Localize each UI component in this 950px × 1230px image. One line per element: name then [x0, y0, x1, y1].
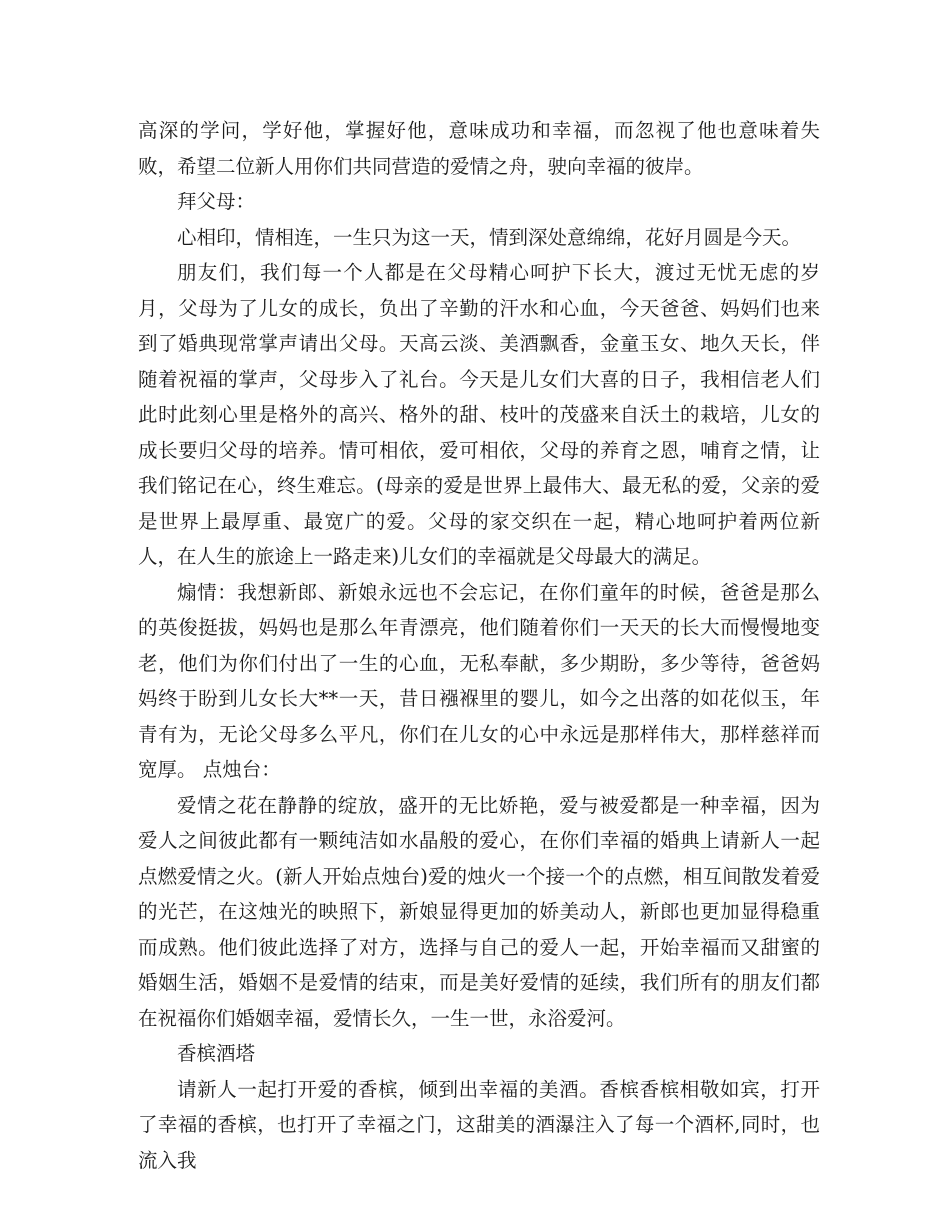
paragraph-parents: 朋友们，我们每一个人都是在父母精心呵护下长大，渡过无忧无虑的岁月，父母为了儿女的成长，负出了辛勤的汗水和心血，今天爸爸、妈妈们也来到了婚典现常掌声请出父母。天高云淡、美酒飘香，金童玉女、地久天长，伴随着祝福的掌声，父母步入了礼台。今天是儿女们大喜的日子，我相信老人们此时此刻心里是格外的高兴、格外的甜、枝叶的茂盛来自沃土的栽培，儿女的成长要归父母的培养。情可相依，爱可相依，父母的养育之恩，哺育之情，让我们铭记在心，终生难忘。(母亲的爱是世界上最伟大、最无私的爱，父亲的爱是世界上最厚重、最宽广的爱。父母的家交织在一起，精心地呵护着两位新人，在人生的旅途上一路走来)儿女们的幸福就是父母最大的满足。	[138, 261, 820, 568]
paragraph-candles: 爱情之花在静静的绽放，盛开的无比娇艳，爱与被爱都是一种幸福，因为爱人之间彼此都有一颗纯洁如水晶般的爱心，在你们幸福的婚典上请新人一起点燃爱情之火。(新人开始点烛台)爱的烛火一个接一个的点燃，相互间散发着爱的光芒，在这烛光的映照下，新娘显得更加的娇美动人，新郎也更加显得稳重而成熟。他们彼此选择了对方，选择与自己的爱人一起，开始幸福而又甜蜜的婚姻生活，婚姻不是爱情的结束，而是美好爱情的延续，我们所有的朋友们都在祝福你们婚姻幸福，爱情长久，一生一世，永浴爱河。	[138, 793, 820, 1030]
document-body	[138, 113, 820, 1178]
paragraph-champagne: 请新人一起打开爱的香槟，倾到出幸福的美酒。香槟香槟相敬如宾，打开了幸福的香槟，也打开了幸福之门，这甜美的酒瀑注入了每一个酒杯,同时，也流入我	[138, 1077, 820, 1172]
heading-champagne-tower: 香槟酒塔	[177, 1042, 256, 1065]
heading-bai-fumu: 拜父母：	[177, 190, 256, 213]
paragraph-emotional: 煽情：我想新郎、新娘永远也不会忘记，在你们童年的时候，爸爸是那么的英俊挺拔，妈妈也是那么年青漂亮，他们随着你们一天天的长大而慢慢地变老，他们为你们付出了一生的心血，无私奉献，多少期盼，多少等待，爸爸妈妈终于盼到儿女长大**一天，昔日襁褓里的婴儿，如今之出落的如花似玉，年青有为，无论父母多么平凡，你们在儿女的心中永远是那样伟大，那样慈祥而宽厚。 点烛台：	[138, 580, 820, 781]
paragraph-continuation: 高深的学问，学好他，掌握好他，意味成功和幸福，而忽视了他也意味着失败，希望二位新人用你们共同营造的爱情之舟，驶向幸福的彼岸。	[138, 119, 820, 178]
paragraph-verse: 心相印，情相连，一生只为这一天，情到深处意绵绵，花好月圆是今天。	[177, 225, 802, 249]
